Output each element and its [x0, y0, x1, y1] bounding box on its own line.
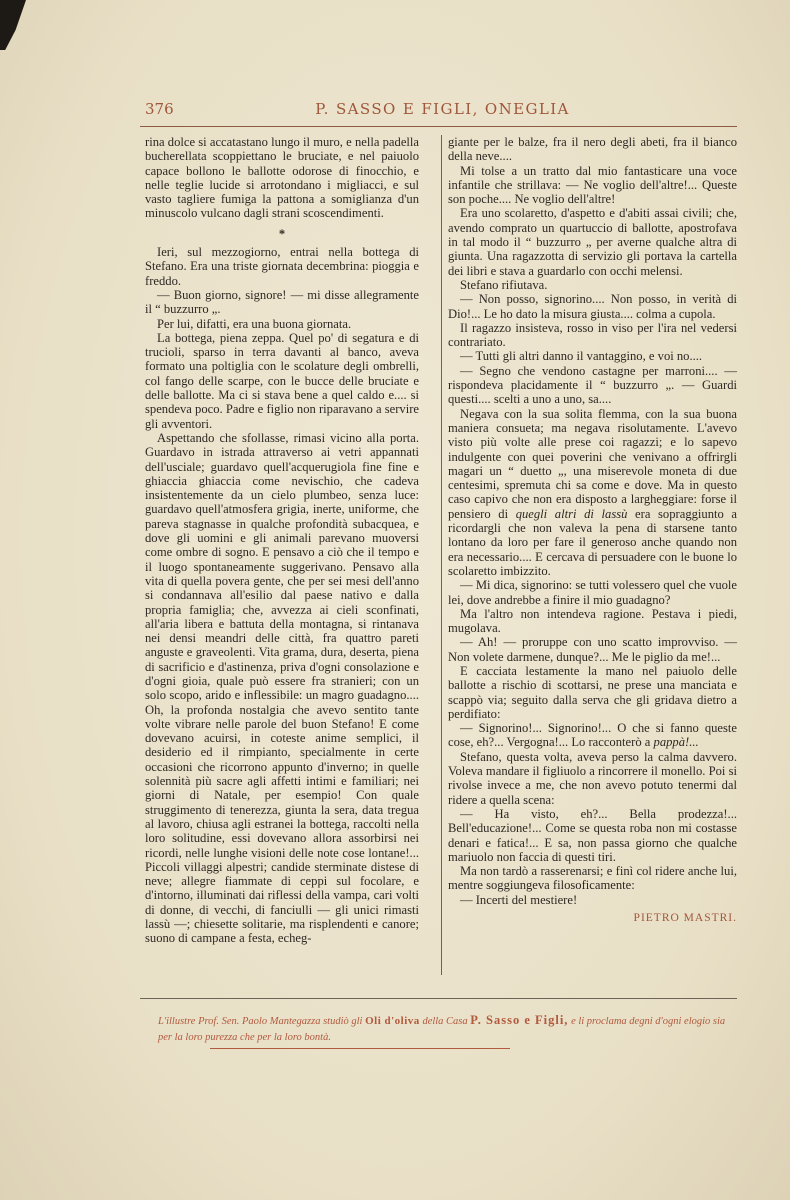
page-number: 376: [145, 100, 174, 118]
paragraph: Ma non tardò a rasserenarsi; e finì col ridere anche lui, mentre soggiungeva filosoficamente:: [448, 864, 737, 893]
paragraph: Ma l'altro non intendeva ragione. Pestava i piedi, mugolava.: [448, 606, 737, 636]
paragraph: — Segno che vendono castagne per marroni.... — rispondeva placidamente il “ buzzurro „. — Guardi questi.... scelti a uno a uno, sa....: [448, 363, 737, 407]
author-signature: PIETRO MASTRI.: [633, 912, 737, 925]
paragraph: Aspettando che sfollasse, rimasi vicino alla porta. Guardavo in istrada attraverso ai vetri appannati dell'usciale; guardavo quell'acquerugiola fine fine e ghiaccia ghiaccia come nevischio, che cadeva insistentemente da un cielo plumbeo, senza luce: guardavo quell'atmosfera grigia, inerte, uniforme, che pareva stagnasse in qualche profondità subacquea, e dove gli uomini e gli animali parevano muoversi come ombre di sogno. E pensavo a ciò che il tempo e il luogo spontaneamente suggerivano. Pensavo alla vita di quella povera gente, che per sei mesi dell'anno si condannava all'esilio dal paese nativo e dalla propria famiglia; che, avvezza ai cieli sconfinati, all'aria libera e battuta della montagna, si rintanava nei densi meandri delle città, fra quattro pareti anguste e graveolenti. Vita grama, dura, deserta, piena di sacrificio e d'astinenza, priva d'ogni consolazione e d'ogni gioia, quale può essere fra stranieri; con un solo scopo, arido e inflessibile: un magro guadagno.... Oh, la profonda nostalgia che avevo sentito tante volte vibrare nelle parole del buon Stefano! E come dovevano acuirsi, in coteste anime semplici, il desiderio ed il rimpianto, specialmente in certe occasioni che ricorrono appunto d'inverno; in quelle solennità più sacre agli affetti intimi e familiari; nei giorni di Natale, per esempio! Con quale struggimento di tenerezza, giunta la sera, data tregua al lavoro, chiusa agli estranei la bottega, raccolti nella loro solitudine, essi dovevano allora assorbirsi nei ricordi, nelle lunghe visioni delle note cose lontane!... Piccoli villaggi alpestri; candide sterminate distese di neve; allegre fiammate di ceppi sul focolare, e d'intorno, illuminati dai riflessi della vampa, cari volti di donne, di vecchi, di fanciulli — gli unici rimasti lassù —; chiesette solitarie, ma risplendenti e canore; suono di campane a festa, echeg-: [145, 430, 419, 946]
paragraph-text: — Signorino!... Signorino!... O che si fanno queste cose, eh?... Vergogna!... Lo racconterò a: [448, 721, 737, 750]
paragraph: La bottega, piena zeppa. Quel po' di segatura e di trucioli, sparso in terra davanti al banco, aveva formato una poltiglia con le scolature degli ombrelli, col fango delle scarpe, con le bucce delle bruciate e delle ballotte. Ma ci si stava bene a quel caldo e.... si spendeva poco. Padre e figlio non riparavano a servire gli avventori.: [145, 330, 419, 431]
paragraph: [448, 721, 737, 750]
section-separator: *: [278, 226, 286, 241]
advert-underline: [210, 1048, 510, 1049]
advert-text: e li proclama degni d'ogni elogio sia per la loro purezza che per la loro bontà.: [158, 1016, 726, 1043]
paragraph: giante per le balze, fra il nero degli abeti, fra il bianco della neve....: [448, 135, 737, 164]
paragraph: Stefano rifiutava.: [460, 277, 548, 292]
paragraph: — Incerti del mestiere!: [460, 892, 578, 907]
paragraph: [448, 407, 737, 579]
paragraph: Ieri, sul mezzogiorno, entrai nella bottega di Stefano. Era una triste giornata decembrina: pioggia e freddo.: [145, 245, 419, 288]
italic-phrase: pappà!...: [653, 735, 699, 750]
paragraph: rina dolce si accatastano lungo il muro, e nella padella bucherellata scoppiettano le bruciate, e nel paiuolo capace bollono le ballotte odorose di finocchio, e nelle teglie lucide si arrotondano i migliacci, e sul vasto tagliere fumiga la pattona a somiglianza d'un minuscolo vulcano dagli strani scoscendimenti.: [145, 135, 419, 221]
paragraph: Mi tolse a un tratto dal mio fantasticare una voce infantile che strillava: — Ne voglio dell'altre!... Queste son poche.... Ne voglio dell'altre!: [448, 163, 737, 207]
paragraph: Il ragazzo insisteva, rosso in viso per l'ira nel vedersi contrariato.: [448, 320, 737, 350]
right-column: [448, 135, 737, 925]
paragraph: E cacciata lestamente la mano nel paiuolo delle ballotte a rischio di scottarsi, ne prese una manciata e scappò via; seguito dalla serva che gli gridava dietro a perdifiato:: [448, 663, 737, 721]
paragraph: — Non posso, signorino.... Non posso, in verità di Dio!... Le ho dato la misura giusta.... colma a cupola.: [448, 292, 737, 321]
left-column: [145, 135, 419, 946]
paragraph: — Buon giorno, signore! — mi disse allegramente il “ buzzurro „.: [145, 287, 419, 317]
running-head: P. SASSO E FIGLI, ONEGLIA: [315, 100, 570, 118]
advert-text: L'illustre Prof. Sen. Paolo Mantegazza studiò gli: [158, 1016, 363, 1027]
paragraph: — Tutti gli altri danno il vantaggino, e voi no....: [460, 349, 703, 364]
footer-rule: [140, 998, 737, 999]
header-rule: [140, 126, 737, 127]
advertisement: [158, 1012, 738, 1046]
paragraph: — Mi dica, signorino: se tutti volessero quel che vuole lei, dove andrebbe a finire il mio guadagno?: [448, 578, 737, 607]
italic-phrase: quegli altri di lassù: [515, 506, 628, 521]
advert-brand: P. Sasso e Figli,: [470, 1013, 569, 1027]
advert-text: della Casa: [422, 1016, 468, 1027]
paragraph: — Ah! — proruppe con uno scatto improvviso. — Non volete darmene, dunque?... Me le piglio da me!...: [448, 635, 737, 664]
paragraph: Stefano, questa volta, aveva perso la calma davvero. Voleva mandare il figliuolo a rincorrere il monello. Poi si rivolse invece a me, che non avevo potuto tenermi dal ridere a quella scena:: [448, 749, 737, 807]
paragraph: Era uno scolaretto, d'aspetto e d'abiti assai civili; che, avendo comprato un quartuccio di ballotte, apostrofava in tal modo il “ buzzurro „ per averne qualche altra di giunta. Una ragazzotta di servizio gli portava la cartella dei libri e stava a guardarlo con occhi melensi.: [448, 206, 737, 278]
paragraph: Per lui, difatti, era una buona giornata.: [157, 316, 352, 331]
paragraph-text: era sopraggiunto a ricordargli che non valeva la pena di starsene tanto lontano da loro per fare il generoso anche quando non era necessario.... E cercava di persuadere con le buone lo scolaretto imbizzito.: [448, 506, 738, 578]
paragraph: — Ha visto, eh?... Bella prodezza!... Bell'educazione!... Come se questa roba non mi costasse denari e fatica!... E sa, non passa giorno che qualche mariuolo non faccia di questi tiri.: [448, 806, 737, 864]
advert-product: Oli d'oliva: [365, 1015, 420, 1027]
paragraph-text: Negava con la sua solita flemma, con la sua buona maniera consueta; ma negava risolutamente. L'avevo visto più volte alle prese coi ragazzi; e lo sapevo indulgente con quei poverini che venivano a offrirgli magari un “ duetto „, una miserevole moneta di due centesimi, spremuta chi sa come e dove. Ma in questo caso capivo che non era disposto a largheggiare: forse il pensiero di: [448, 406, 737, 521]
column-divider: [441, 135, 442, 975]
page-header: [145, 98, 740, 122]
